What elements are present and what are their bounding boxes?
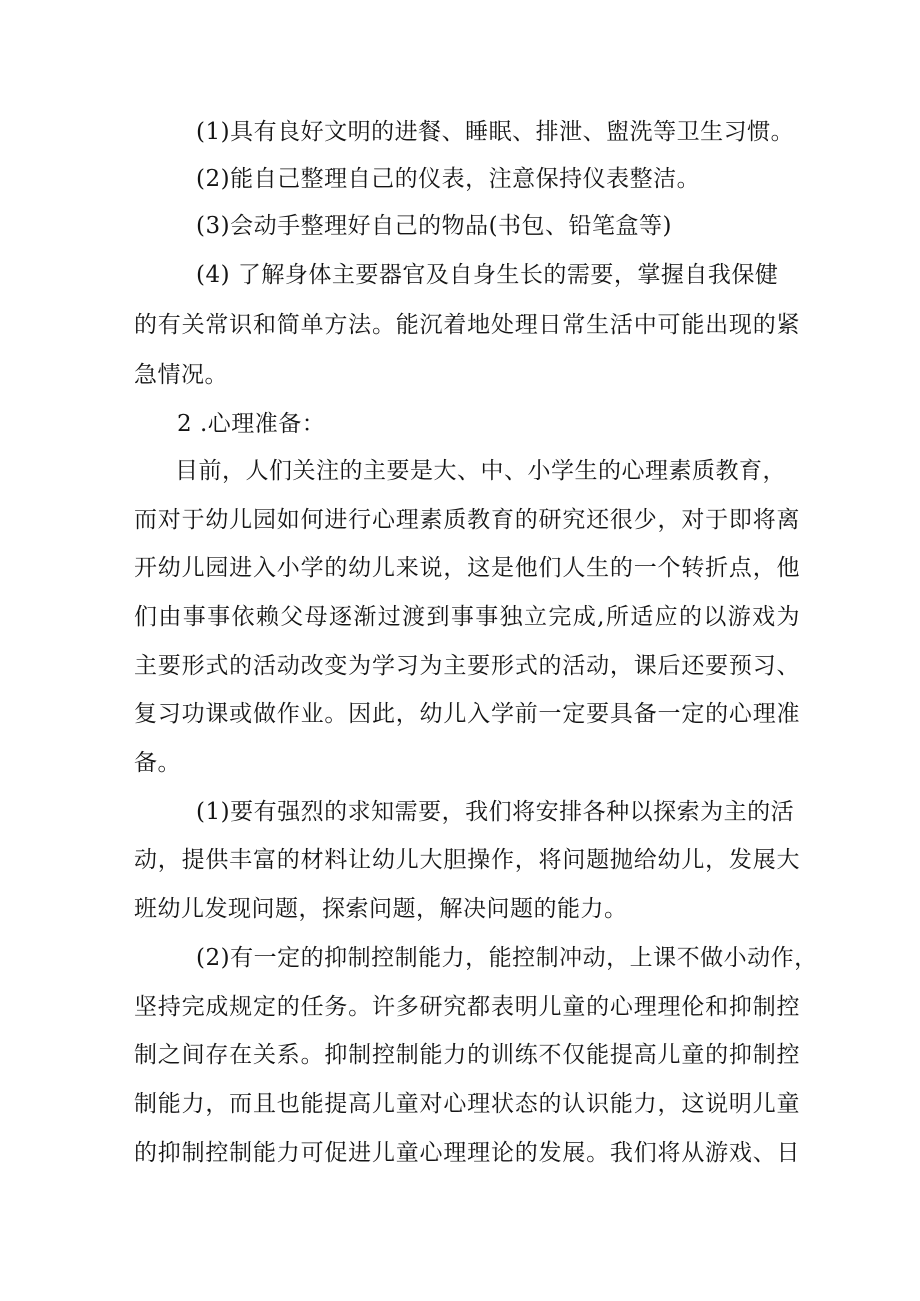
intro-line: 复习功课或做作业。因此，幼儿入学前一定要具备一定的心理准 <box>134 701 800 727</box>
item-3: (3)会动手整理好自己的物品(书包、铅笔盒等) <box>196 213 673 239</box>
point-2-line: 的抑制控制能力可促进儿童心理理论的发展。我们将从游戏、日 <box>134 1140 800 1166</box>
intro-line: 备。 <box>134 750 181 776</box>
point-2-line: 制能力，而且也能提高儿童对心理状态的认识能力，这说明儿童 <box>134 1091 800 1117</box>
point-2-line: (2)有一定的抑制控制能力，能控制冲动，上课不做小动作， <box>196 945 818 971</box>
item-4-line: 急情况。 <box>134 362 228 388</box>
intro-line: 而对于幼儿园如何进行心理素质教育的研究还很少，对于即将离 <box>134 507 800 533</box>
item-1: (1)具有良好文明的进餐、睡眠、排泄、盥洗等卫生习惯。 <box>196 119 795 145</box>
item-2: (2)能自己整理自己的仪表，注意保持仪表整洁。 <box>196 166 701 192</box>
section-heading: 2 .心理准备： <box>177 411 326 437</box>
point-1-line: (1)要有强烈的求知需要，我们将安排各种以探索为主的活 <box>196 799 795 825</box>
intro-line: 主要形式的活动改变为学习为主要形式的活动，课后还要预习、 <box>134 653 800 679</box>
point-1-line: 动，提供丰富的材料让幼儿大胆操作，将问题抛给幼儿，发展大 <box>134 847 800 873</box>
intro-line: 们由事事依赖父母逐渐过渡到事事独立完成,所适应的以游戏为 <box>134 604 800 630</box>
intro-line: 目前，人们关注的主要是大、中、小学生的心理素质教育， <box>175 458 786 484</box>
item-4-line: 的有关常识和简单方法。能沉着地处理日常生活中可能出现的紧 <box>134 312 800 338</box>
point-1-line: 班幼儿发现问题，探索问题，解决问题的能力。 <box>134 896 628 922</box>
point-2-line: 坚持完成规定的任务。许多研究都表明儿童的心理理伦和抑制控 <box>134 994 800 1020</box>
point-2-line: 制之间存在关系。抑制控制能力的训练不仅能提高儿童的抑制控 <box>134 1042 800 1068</box>
intro-line: 开幼儿园进入小学的幼儿来说，这是他们人生的一个转折点，他 <box>134 555 800 581</box>
item-4-line: (4) 了解身体主要器官及自身生长的需要，掌握自我保健 <box>196 262 779 288</box>
